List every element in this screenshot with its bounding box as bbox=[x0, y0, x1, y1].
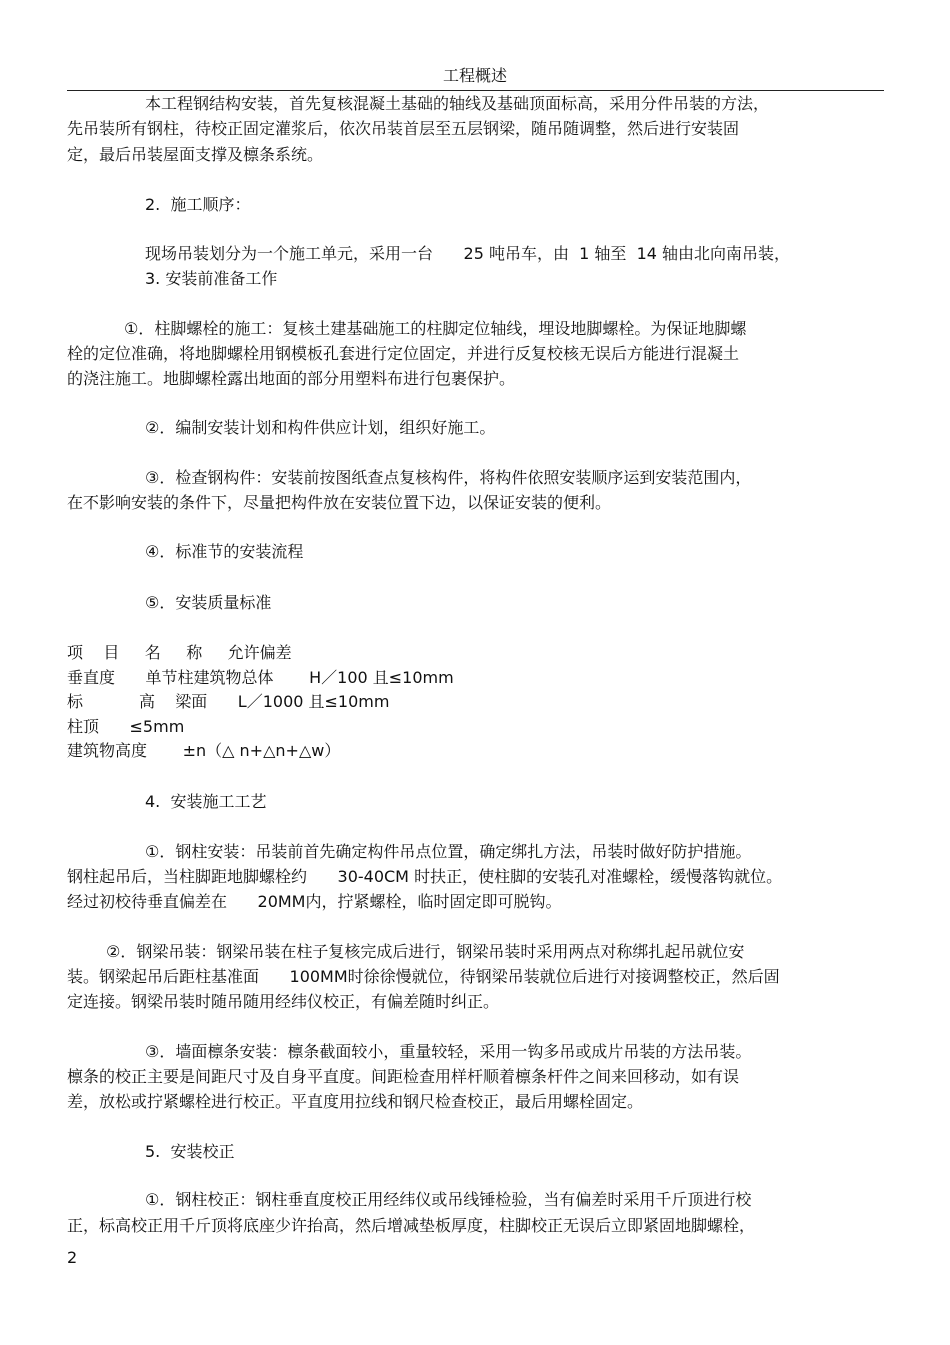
paragraph-line: 定连接。钢梁吊装时随吊随用经纬仪校正，有偏差随时纠正。 bbox=[67, 992, 500, 1011]
section-heading: 4. 安装施工工艺 bbox=[145, 792, 267, 811]
table-line: 垂直度 单节柱建筑物总体 H／100 且≤10mm bbox=[67, 668, 454, 687]
paragraph-line: ①．钢柱安装：吊装前首先确定构件吊点位置，确定绑扎方法，吊装时做好防护措施。 bbox=[145, 842, 752, 861]
table-line: 标 高 梁面 L／1000 且≤10mm bbox=[67, 692, 390, 711]
paragraph-line: 栓的定位准确，将地脚螺栓用钢模板孔套进行定位固定，并进行反复校核无误后方能进行混凝土 bbox=[67, 344, 740, 363]
table-line: 建筑物高度 ±n（△ n+△n+△w） bbox=[67, 741, 341, 760]
header-title: 工程概述 bbox=[442, 66, 507, 85]
table-line: 柱顶 ≤5mm bbox=[67, 717, 185, 736]
paragraph-line: ②．钢梁吊装：钢梁吊装在柱子复核完成后进行，钢梁吊装时采用两点对称绑扎起吊就位安 bbox=[106, 942, 745, 961]
paragraph-line: 本工程钢结构安装，首先复核混凝土基础的轴线及基础顶面标高，采用分件吊装的方法， bbox=[145, 94, 770, 113]
paragraph-line: ①．钢柱校正：钢柱垂直度校正用经纬仪或吊线锤检验，当有偏差时采用千斤顶进行校 bbox=[145, 1190, 752, 1209]
paragraph-line: 正，标高校正用千斤顶将底座少许抬高，然后增减垫板厚度，柱脚校正无误后立即紧固地脚螺栓， bbox=[67, 1216, 756, 1235]
paragraph-line: ①．柱脚螺栓的施工：复核土建基础施工的柱脚定位轴线，埋设地脚螺栓。为保证地脚螺 bbox=[124, 319, 747, 338]
page-number: 2 bbox=[67, 1248, 78, 1267]
paragraph-line: 差，放松或拧紧螺栓进行校正。平直度用拉线和钢尺检查校正，最后用螺栓固定。 bbox=[67, 1092, 644, 1111]
paragraph-line: ③．墙面檩条安装：檩条截面较小，重量较轻，采用一钩多吊或成片吊装的方法吊装。 bbox=[145, 1042, 752, 1061]
paragraph-line: 经过初校待垂直偏差在 20MM内，拧紧螺栓，临时固定即可脱钩。 bbox=[67, 892, 562, 911]
section-heading: 2. 施工顺序： bbox=[145, 195, 251, 214]
paragraph-line: 定，最后吊装屋面支撑及檩条系统。 bbox=[67, 145, 324, 164]
paragraph-line: 现场吊装划分为一个施工单元，采用一台 25 吨吊车，由 1 轴至 14 轴由北向南吊装， bbox=[145, 244, 791, 263]
paragraph-line: 檩条的校正主要是间距尺寸及自身平直度。间距检查用样杆顺着檩条杆件之间来回移动，如有误 bbox=[67, 1067, 740, 1086]
paragraph-line: ③．检查钢构件：安装前按图纸查点复核构件，将构件依照安装顺序运到安装范围内， bbox=[145, 468, 752, 487]
paragraph-line: 的浇注施工。地脚螺栓露出地面的部分用塑料布进行包裹保护。 bbox=[67, 369, 516, 388]
section-heading: 3. 安装前准备工作 bbox=[145, 269, 278, 288]
table-line: 项 目 名 称 允许偏差 bbox=[67, 643, 292, 662]
section-heading: 5. 安装校正 bbox=[145, 1142, 235, 1161]
paragraph-line: 装。钢梁起吊后距柱基准面 100MM时徐徐慢就位，待钢梁吊装就位后进行对接调整校正，然后固 bbox=[67, 967, 780, 986]
paragraph-line: 先吊装所有钢柱，待校正固定灌浆后，依次吊装首层至五层钢梁，随吊随调整，然后进行安装固 bbox=[67, 119, 740, 138]
paragraph-line: ⑤．安装质量标准 bbox=[145, 593, 272, 612]
paragraph-line: 钢柱起吊后，当柱脚距地脚螺栓约 30-40CM 时扶正，使柱脚的安装孔对准螺栓，缓慢落钩就位。 bbox=[67, 867, 783, 886]
paragraph-line: ②．编制安装计划和构件供应计划，组织好施工。 bbox=[145, 418, 496, 437]
header-divider bbox=[67, 90, 884, 91]
paragraph-line: 在不影响安装的条件下，尽量把构件放在安装位置下边，以保证安装的便利。 bbox=[67, 493, 612, 512]
paragraph-line: ④．标准节的安装流程 bbox=[145, 542, 304, 561]
